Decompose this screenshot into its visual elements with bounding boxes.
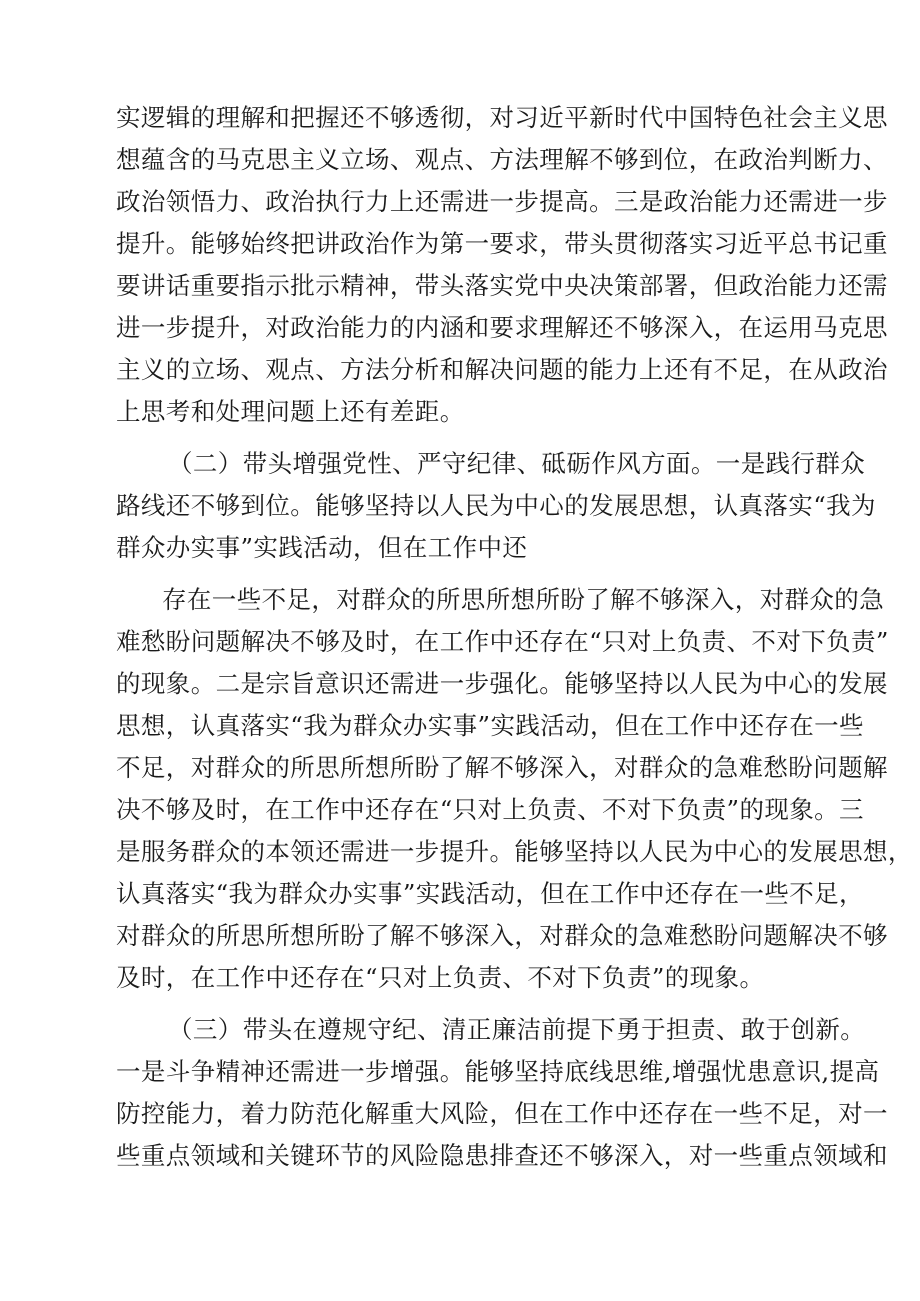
text-line: 实逻辑的理解和把握还不够透彻，对习近平新时代中国特色社会主义思	[116, 103, 888, 132]
text-line: 主义的立场、观点、方法分析和解决问题的能力上还有不足，在从政治	[116, 355, 888, 384]
text-line: 路线还不够到位。能够坚持以人民为中心的发展思想，认真落实“我为	[116, 491, 876, 520]
text-line: 一是斗争精神还需进一步增强。能够坚持底线思维,增强忧患意识,提高	[116, 1057, 880, 1086]
text-line: 上思考和处理问题上还有差距。	[116, 397, 465, 426]
text-line: 提升。能够始终把讲政治作为第一要求，带头贯彻落实习近平总书记重	[116, 229, 888, 258]
text-line: 难愁盼问题解决不够及时，在工作中还存在“只对上负责、不对下负责”	[116, 627, 889, 656]
section-heading-line: （三）带头在遵规守纪、清正廉洁前提下勇于担责、敢于创新。	[168, 1015, 866, 1044]
text-line: 认真落实“我为群众办实事”实践活动，但在工作中还存在一些不足，	[116, 879, 864, 908]
text-line: 群众办实事”实践活动，但在工作中还	[116, 533, 528, 562]
text-line: 的现象。二是宗旨意识还需进一步强化。能够坚持以人民为中心的发展	[116, 669, 888, 698]
text-line: 想蕴含的马克思主义立场、观点、方法理解不够到位，在政治判断力、	[116, 145, 888, 174]
text-line: 思想，认真落实“我为群众办实事”实践活动，但在工作中还存在一些	[116, 711, 864, 740]
text-line: 决不够及时，在工作中还存在“只对上负责、不对下负责”的现象。三	[116, 795, 864, 824]
text-line: 防控能力，着力防范化解重大风险，但在工作中还存在一些不足，对一	[116, 1099, 888, 1128]
text-line: 政治领悟力、政治执行力上还需进一步提高。三是政治能力还需进一步	[116, 187, 888, 216]
section-heading-line: （二）带头增强党性、严守纪律、砥砺作风方面。一是践行群众	[168, 449, 866, 478]
text-line: 些重点领域和关键环节的风险隐患排查还不够深入，对一些重点领域和	[116, 1141, 888, 1170]
text-line: 是服务群众的本领还需进一步提升。能够坚持以人民为中心的发展思想，	[116, 837, 913, 866]
text-line: 要讲话重要指示批示精神，带头落实党中央决策部署，但政治能力还需	[116, 271, 888, 300]
text-line: 进一步提升，对政治能力的内涵和要求理解还不够深入，在运用马克思	[116, 313, 888, 342]
text-line: 存在一些不足，对群众的所思所想所盼了解不够深入，对群众的急	[162, 585, 885, 614]
text-line: 及时，在工作中还存在“只对上负责、不对下负责”的现象。	[116, 963, 765, 992]
text-line: 对群众的所思所想所盼了解不够深入，对群众的急难愁盼问题解决不够	[116, 921, 888, 950]
text-line: 不足，对群众的所思所想所盼了解不够深入，对群众的急难愁盼问题解	[116, 753, 888, 782]
